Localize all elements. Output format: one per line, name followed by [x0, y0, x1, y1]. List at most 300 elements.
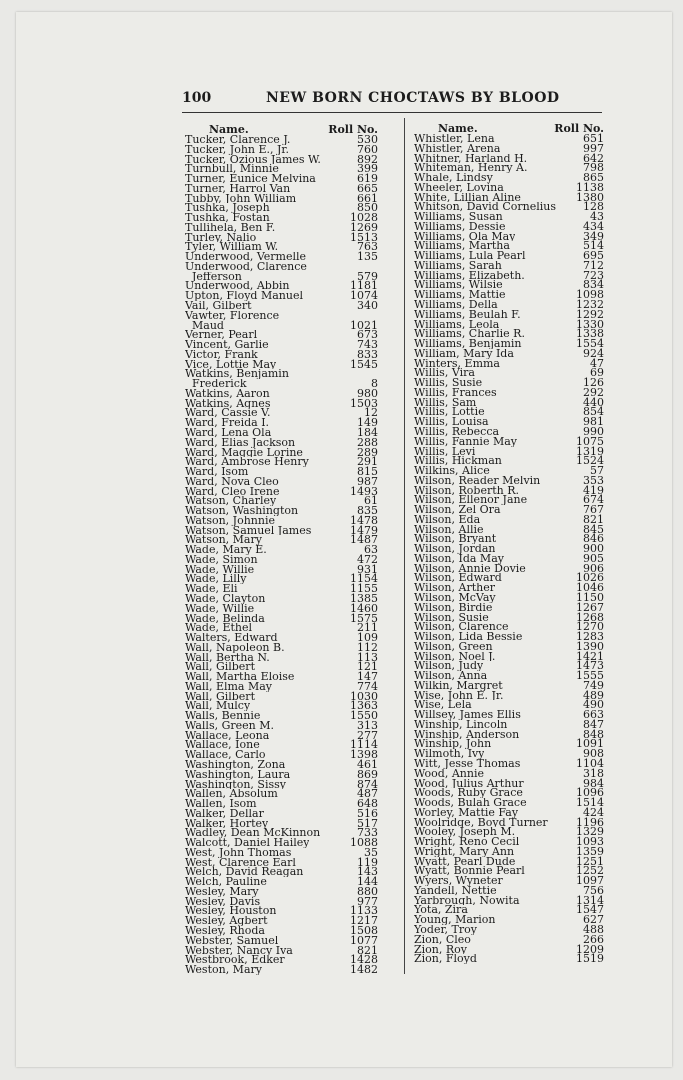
entry-roll-number: 1155 — [350, 582, 378, 596]
entry-name: Wall, Bertha N. — [185, 652, 270, 663]
entry-roll-number: 774 — [357, 679, 378, 693]
entry-roll-number: 674 — [583, 493, 604, 507]
list-item — [185, 181, 378, 195]
entry-roll-number: 1508 — [350, 924, 378, 938]
entry-name: Willis, Vira — [414, 368, 475, 379]
entry-name: Williams, Charlie R. — [414, 329, 525, 340]
entry-roll-number: 619 — [357, 172, 378, 186]
list-item — [185, 262, 378, 272]
entry-roll-number: 121 — [357, 660, 378, 674]
entry-roll-number: 1575 — [350, 611, 378, 625]
entry-name: Wallen, Absolum — [185, 789, 278, 800]
entry-roll-number: 931 — [357, 562, 378, 576]
entry-name: Ward, Maggie Lorine — [185, 447, 303, 458]
entry-name: Washington, Laura — [185, 769, 291, 780]
entry-name: Willis, Levi — [414, 446, 476, 457]
list-item — [414, 798, 604, 808]
list-item — [414, 534, 604, 544]
entry-name: Witt, Jesse Thomas — [414, 759, 521, 769]
entry-roll-number: 984 — [583, 776, 604, 790]
list-item — [185, 965, 378, 975]
list-item — [414, 368, 604, 378]
entry-name: Wyers, Wyneter — [414, 876, 503, 886]
entry-roll-number: 434 — [583, 219, 604, 233]
entry-name: Whitner, Harland H. — [414, 153, 528, 164]
entry-name: Wadley, Dean McKinnon — [185, 828, 321, 839]
entry-name: Wilson, Birdie — [414, 602, 493, 613]
list-item — [414, 512, 604, 526]
list-item — [185, 711, 378, 721]
entry-name: Tyler, William W. — [185, 242, 279, 253]
list-item — [414, 544, 604, 554]
list-item — [414, 229, 604, 243]
entry-name: Welch, Pauline — [185, 877, 267, 887]
entry-name: Williams, Elizabeth. — [414, 270, 525, 281]
entry-roll-number: 1026 — [576, 571, 604, 585]
list-item — [185, 445, 378, 459]
entry-roll-number: 1098 — [576, 288, 604, 302]
entry-roll-number: 318 — [583, 766, 604, 780]
entry-roll-number: 43 — [590, 210, 604, 224]
entry-name: Wesley, Houston — [185, 906, 277, 917]
entry-roll-number: 440 — [583, 395, 604, 409]
entry-name: Williams, Martha — [414, 241, 510, 252]
entry-name: Wallen, Isom — [185, 799, 257, 809]
entry-roll-number: 35 — [364, 845, 378, 859]
left-column-header — [185, 125, 378, 135]
list-item — [414, 339, 604, 349]
entry-name: Turnbull, Minnie — [185, 164, 279, 175]
list-item — [185, 552, 378, 566]
entry-roll-number: 1292 — [576, 307, 604, 321]
list-item — [185, 230, 378, 244]
list-item — [185, 467, 378, 477]
entry-name: Tubby, John William — [185, 193, 297, 204]
list-item — [414, 163, 604, 173]
list-item — [414, 495, 604, 505]
entry-name: Wilson, Lida Bessie — [414, 632, 523, 642]
entry-name: Wright, Reno Cecil — [414, 837, 520, 847]
entry-name: Willis, Rebecca — [414, 426, 500, 437]
list-item — [185, 640, 378, 654]
entry-roll-number: 461 — [357, 758, 378, 771]
entry-roll-number: 756 — [583, 883, 604, 897]
entry-roll-number: 1478 — [350, 513, 378, 527]
entry-name: Williams, Wilsie — [414, 280, 503, 291]
entry-name: Wilson, Anna — [414, 671, 488, 681]
entry-name: Wall, Napoleon B. — [185, 642, 285, 653]
entry-name: Whistler, Lena — [414, 134, 495, 144]
entry-roll-number: 266 — [583, 932, 604, 946]
entry-roll-number: 880 — [357, 884, 378, 898]
entry-name: Whitson, David Cornelius — [414, 202, 556, 213]
entry-roll-number: 865 — [583, 171, 604, 185]
entry-roll-number: 1091 — [576, 737, 604, 751]
entry-roll-number: 990 — [583, 424, 604, 438]
entry-roll-number: 514 — [583, 239, 604, 253]
entry-roll-number: 834 — [583, 278, 604, 292]
list-item — [414, 202, 604, 212]
list-item — [414, 356, 604, 370]
entry-name: Wilmoth, Ivy — [414, 749, 485, 759]
entry-name: Willis, Sam — [414, 397, 477, 408]
entry-name: Wyatt, Bonnie Pearl — [414, 866, 525, 877]
entry-name: Victor, Frank — [185, 349, 258, 360]
entry-roll-number: 69 — [590, 366, 604, 380]
list-item — [414, 759, 604, 769]
entry-roll-number: 627 — [583, 913, 604, 927]
list-item — [185, 806, 378, 820]
entry-name: Walker, Dellar — [185, 808, 264, 819]
entry-name: Wilson, Noel J. — [414, 651, 496, 662]
list-item — [185, 867, 378, 877]
entry-name: Williams, Lula Pearl — [414, 251, 526, 261]
entry-roll-number: 695 — [583, 249, 604, 263]
list-item — [185, 535, 378, 545]
list-item — [414, 678, 604, 692]
entry-roll-number: 292 — [583, 385, 604, 399]
entry-name: Wooley, Joseph M. — [414, 827, 516, 838]
list-item — [185, 484, 378, 498]
entry-name: Wall, Gilbert — [185, 662, 255, 673]
entry-roll-number: 743 — [357, 338, 378, 352]
entry-name: Wilson, Roberth R. — [414, 485, 519, 496]
entry-roll-number: 487 — [357, 787, 378, 801]
entry-name: Wilkin, Margret — [414, 680, 503, 691]
entry-name: Maud — [185, 320, 224, 331]
list-item — [414, 551, 604, 565]
entry-name: Zion, Cleo — [414, 934, 471, 945]
entry-name: Watkins, Benjamin — [185, 369, 289, 380]
entry-roll-number: 63 — [364, 543, 378, 557]
entry-name: Wilson, Reader Melvin — [414, 475, 541, 486]
entry-name: Worley, Mattie Fay — [414, 807, 519, 818]
entry-roll-number: 924 — [583, 346, 604, 360]
list-item — [414, 258, 604, 272]
list-item — [414, 466, 604, 476]
entry-roll-number: 763 — [357, 240, 378, 254]
entry-name: Vail, Gilbert — [185, 301, 252, 311]
entry-roll-number: 1487 — [350, 533, 378, 547]
entry-name: Williams, Mattie — [414, 290, 506, 301]
entry-roll-number: 1493 — [350, 484, 378, 498]
entry-roll-number: 874 — [357, 777, 378, 791]
entry-name: Wilson, Edward — [414, 573, 502, 584]
list-item — [185, 191, 378, 205]
entry-name: Westbrook, Edker — [185, 955, 285, 966]
list-item — [185, 789, 378, 799]
list-item — [185, 545, 378, 555]
entry-name: Williams, Leola — [414, 319, 500, 330]
list-item — [185, 672, 378, 682]
entry-roll-number: 642 — [583, 151, 604, 165]
entry-name: Wise, John E. Jr. — [414, 690, 504, 701]
list-item — [185, 838, 378, 848]
entry-roll-number: 1330 — [576, 317, 604, 331]
entry-name: Wesley, Rhoda — [185, 926, 265, 936]
entry-name: Wilson, Bryant — [414, 534, 497, 545]
entry-roll-number: 1519 — [576, 952, 604, 966]
entry-name: West, John Thomas — [185, 847, 292, 858]
entry-name: Willis, Frances — [414, 387, 497, 398]
entry-name: Wise, Lela — [414, 700, 472, 711]
entry-roll-number: 980 — [357, 386, 378, 400]
entry-name: Wilson, Clarence — [414, 622, 509, 633]
entry-roll-number: 749 — [583, 678, 604, 692]
roll-header: Roll No. — [328, 123, 378, 136]
entry-roll-number: 1473 — [576, 659, 604, 673]
entry-name: Whistler, Arena — [414, 143, 501, 154]
entry-roll-number: 488 — [583, 923, 604, 937]
entry-name: Winship, Anderson — [414, 729, 520, 740]
entry-name: Tullihela, Ben F. — [185, 222, 276, 233]
entry-roll-number: 291 — [357, 455, 378, 469]
entry-name: Wade, Belinda — [185, 613, 265, 624]
list-item — [185, 152, 378, 166]
list-item — [185, 318, 378, 332]
entry-name: Watson, Washington — [185, 506, 299, 516]
entry-roll-number: 353 — [583, 473, 604, 487]
entry-name: Webster, Nancy Iva — [185, 945, 293, 956]
entry-name: White, Lillian Aline — [414, 192, 521, 203]
entry-roll-number: 1338 — [576, 327, 604, 341]
entry-name: Willis, Hickman — [414, 456, 502, 467]
entry-roll-number: 712 — [583, 258, 604, 272]
column-divider — [404, 118, 405, 974]
entry-roll-number: 112 — [357, 640, 378, 654]
entry-roll-number: 579 — [357, 269, 378, 283]
entry-roll-number: 1270 — [576, 620, 604, 634]
entry-roll-number: 869 — [357, 767, 378, 781]
list-item — [414, 717, 604, 731]
entry-roll-number: 1252 — [576, 864, 604, 878]
list-item — [185, 330, 378, 340]
entry-name: Wallace, Ione — [185, 740, 260, 751]
entry-name: Williams, Beulah F. — [414, 309, 521, 320]
list-item — [185, 408, 378, 418]
entry-roll-number: 833 — [357, 347, 378, 361]
entry-roll-number: 143 — [357, 865, 378, 879]
entry-roll-number: 1075 — [576, 434, 604, 448]
entry-roll-number: 516 — [357, 806, 378, 820]
entry-roll-number: 1554 — [576, 337, 604, 351]
entry-name: Wall, Martha Eloise — [185, 672, 295, 682]
entry-name: Tushka, Joseph — [185, 203, 270, 214]
list-item — [185, 799, 378, 809]
list-item — [414, 522, 604, 536]
entry-roll-number: 651 — [583, 132, 604, 145]
entry-roll-number: 1550 — [350, 709, 378, 723]
entry-roll-number: 349 — [583, 229, 604, 243]
entry-name: Webster, Samuel — [185, 935, 279, 946]
list-item — [414, 876, 604, 886]
list-item — [185, 718, 378, 732]
entry-name: Wesley, Davis — [185, 896, 261, 907]
entry-roll-number: 821 — [357, 943, 378, 957]
list-item — [185, 855, 378, 869]
entry-name: Ward, Cassie V. — [185, 408, 271, 419]
entry-name: Welch, David Reagan — [185, 867, 304, 878]
entry-roll-number: 1154 — [350, 572, 378, 586]
entry-roll-number: 126 — [583, 376, 604, 390]
entry-name: Wilson, Green — [414, 641, 493, 652]
entry-roll-number: 1046 — [576, 581, 604, 595]
entry-roll-number: 1513 — [350, 230, 378, 244]
entry-name: Upton, Floyd Manuel — [185, 291, 303, 302]
entry-name: Watson, Charley — [185, 496, 277, 507]
entry-roll-number: 57 — [590, 464, 604, 478]
list-item — [185, 750, 378, 760]
entry-name: Underwood, Clarence — [185, 261, 307, 272]
entry-name: Wall, Gilbert — [185, 691, 255, 702]
entry-roll-number: 277 — [357, 728, 378, 742]
list-item — [185, 650, 378, 664]
list-item — [414, 473, 604, 487]
list-item — [185, 425, 378, 439]
entry-roll-number: 1074 — [350, 289, 378, 303]
entry-roll-number: 648 — [357, 797, 378, 811]
entry-name: Turner, Eunice Melvina — [185, 174, 316, 184]
page-header — [182, 88, 602, 110]
entry-roll-number: 113 — [357, 650, 378, 664]
name-header: Name. — [209, 123, 249, 136]
entry-name: Woolridge, Boyd Turner — [414, 817, 548, 828]
entry-roll-number: 892 — [357, 152, 378, 166]
entry-name: Walcott, Daniel Hailey — [185, 838, 310, 848]
list-item — [185, 357, 378, 371]
list-item — [414, 710, 604, 720]
entry-name: Whale, Lindsy — [414, 173, 493, 183]
entry-name: Woods, Bulah Grace — [414, 798, 527, 808]
list-item — [185, 777, 378, 791]
entry-name: Wilson, Ellenor Jane — [414, 495, 528, 506]
entry-roll-number: 12 — [364, 406, 378, 420]
list-item — [414, 212, 604, 222]
entry-name: Frederick — [185, 379, 247, 389]
list-item — [414, 395, 604, 409]
entry-name: Zion, Roy — [414, 944, 467, 955]
page-title: NEW BORN CHOCTAWS BY BLOOD — [266, 90, 560, 106]
entry-name: Watson, Samuel James — [185, 525, 312, 536]
list-item — [185, 496, 378, 506]
list-item — [414, 151, 604, 165]
entry-name: Williams, Della — [414, 300, 498, 310]
entry-name: Verner, Pearl — [185, 330, 258, 341]
list-item — [414, 134, 604, 144]
entry-roll-number: 1380 — [576, 190, 604, 204]
entry-roll-number: 987 — [357, 474, 378, 488]
list-item — [185, 369, 378, 379]
entry-roll-number: 835 — [357, 504, 378, 518]
entry-roll-number: 147 — [357, 670, 378, 684]
entry-roll-number: 733 — [357, 826, 378, 840]
entry-name: Willis, Fannie May — [414, 436, 517, 447]
entry-name: Wade, Ethel — [185, 623, 253, 634]
entry-roll-number: 1104 — [576, 757, 604, 770]
entry-name: Ward, Lena Ola — [185, 427, 272, 438]
entry-roll-number: 340 — [357, 299, 378, 313]
entry-roll-number: 977 — [357, 894, 378, 908]
list-item — [185, 760, 378, 770]
entry-name: Wilson, Arther — [414, 583, 495, 593]
header-rule — [182, 112, 602, 113]
entry-name: Winship, John — [414, 739, 492, 750]
entry-name: Wilson, Eda — [414, 514, 481, 525]
entry-roll-number: 1514 — [576, 796, 604, 810]
entry-name: Walker, Hortey — [185, 818, 269, 829]
entry-roll-number: 47 — [590, 356, 604, 370]
entry-roll-number: 1390 — [576, 639, 604, 653]
list-item — [185, 252, 378, 262]
entry-roll-number: 1283 — [576, 630, 604, 644]
entry-roll-number: 1267 — [576, 600, 604, 614]
entry-name: Wilson, Jordan — [414, 544, 496, 554]
entry-name: Wade, Willie — [185, 603, 255, 614]
entry-name: Wilson, Susie — [414, 612, 489, 623]
entry-name: Washington, Sissy — [185, 779, 286, 790]
entry-roll-number: 1077 — [350, 933, 378, 947]
entry-roll-number: 1479 — [350, 523, 378, 537]
entry-roll-number: 399 — [357, 162, 378, 176]
entry-name: Underwood, Vermelle — [185, 252, 307, 262]
entry-roll-number: 1209 — [576, 942, 604, 956]
entry-name: Wall, Mulcy — [185, 701, 251, 712]
entry-roll-number: 848 — [583, 727, 604, 741]
list-item — [185, 164, 378, 174]
list-item — [185, 457, 378, 467]
entry-name: Winters, Emma — [414, 358, 500, 369]
entry-name: Wade, Clayton — [185, 593, 266, 604]
roll-header: Roll No. — [554, 122, 604, 135]
entry-name: Williams, Dessie — [414, 221, 506, 232]
entry-name: Wright, Mary Ann — [414, 846, 515, 857]
list-item — [185, 845, 378, 859]
entry-roll-number: 1385 — [350, 591, 378, 605]
entry-name: Turner, Harrol Van — [185, 183, 291, 194]
entry-name: Wilson, McVay — [414, 592, 496, 603]
entry-roll-number: 135 — [357, 250, 378, 264]
entry-name: Ward, Cleo Irene — [185, 486, 280, 497]
list-item — [414, 700, 604, 710]
entry-roll-number: 424 — [583, 805, 604, 819]
entry-name: Vice, Lottie May — [185, 359, 277, 370]
entry-roll-number: 673 — [357, 328, 378, 342]
entry-roll-number: 289 — [357, 445, 378, 459]
list-item — [185, 611, 378, 625]
list-item — [185, 396, 378, 410]
list-item — [414, 241, 604, 251]
entry-roll-number: 1021 — [350, 318, 378, 332]
entry-name: Wilson, Ida May — [414, 553, 504, 564]
entry-name: Wade, Eli — [185, 584, 238, 594]
list-item — [185, 767, 378, 781]
entry-roll-number: 530 — [357, 133, 378, 146]
entry-name: Underwood, Abbin — [185, 281, 290, 292]
list-item — [414, 925, 604, 935]
entry-roll-number: 1547 — [576, 903, 604, 917]
entry-roll-number: 1133 — [350, 904, 378, 918]
entry-name: Tucker, Ozious James W. — [185, 154, 321, 165]
list-item — [414, 219, 604, 233]
entry-roll-number: 1150 — [576, 590, 604, 604]
entry-roll-number: 1138 — [576, 180, 604, 194]
entry-name: Wesley, Mary — [185, 886, 259, 897]
list-item — [414, 385, 604, 399]
entry-name: Tucker, John E., Jr. — [185, 144, 289, 155]
entry-name: Wade, Willie — [185, 564, 255, 575]
list-item — [185, 135, 378, 145]
entry-roll-number: 663 — [583, 708, 604, 722]
